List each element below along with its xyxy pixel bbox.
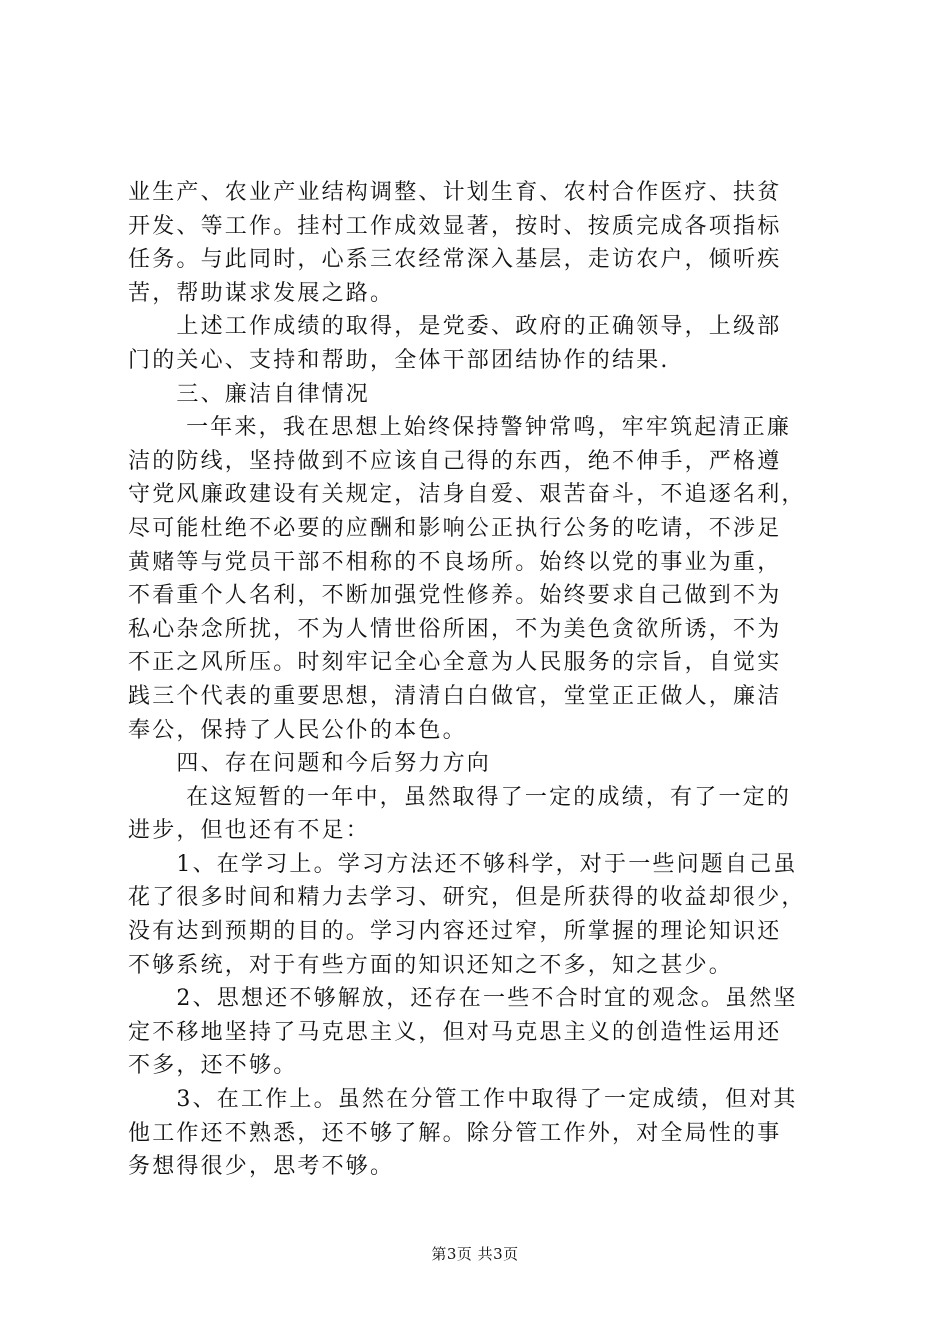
text-line: 三、廉洁自律情况 bbox=[176, 381, 370, 407]
text-line: 定不移地坚持了马克思主义，但对马克思主义的创造性运用还 bbox=[128, 1019, 782, 1045]
text-line: 四、存在问题和今后努力方向 bbox=[176, 751, 491, 777]
text-line: 进步，但也还有不足： bbox=[128, 818, 371, 844]
text-line: 守党风廉政建设有关规定，洁身自爱、艰苦奋斗，不追逐名利， bbox=[128, 482, 806, 508]
text-line: 不正之风所压。时刻牢记全心全意为人民服务的宗旨，自觉实 bbox=[128, 650, 782, 676]
text-line: 3、在工作上。虽然在分管工作中取得了一定成绩，但对其 bbox=[176, 1087, 798, 1113]
text-line: 洁的防线，坚持做到不应该自己得的东西，绝不伸手，严格遵 bbox=[128, 448, 782, 474]
text-line: 没有达到预期的目的。学习内容还过窄，所掌握的理论知识还 bbox=[128, 919, 782, 945]
text-line: 践三个代表的重要思想，清清白白做官，堂堂正正做人，廉洁 bbox=[128, 683, 782, 709]
text-line: 不看重个人名利，不断加强党性修养。始终要求自己做到不为 bbox=[128, 583, 782, 609]
text-line: 门的关心、支持和帮助，全体干部团结协作的结果. bbox=[128, 347, 670, 373]
text-line: 尽可能杜绝不必要的应酬和影响公正执行公务的吃请，不涉足 bbox=[128, 515, 782, 541]
text-line: 2、思想还不够解放，还存在一些不合时宜的观念。虽然坚 bbox=[176, 986, 798, 1012]
text-line: 一年来，我在思想上始终保持警钟常鸣，牢牢筑起清正廉 bbox=[186, 415, 792, 441]
text-line: 1、在学习上。学习方法还不够科学，对于一些问题自己虽 bbox=[176, 851, 798, 877]
text-line: 他工作还不熟悉，还不够了解。除分管工作外，对全局性的事 bbox=[128, 1120, 782, 1146]
document-body bbox=[128, 176, 828, 1184]
text-line: 奉公，保持了人民公仆的本色。 bbox=[128, 717, 467, 743]
text-line: 开发、等工作。挂村工作成效显著，按时、按质完成各项指标 bbox=[128, 213, 782, 239]
text-line: 不够系统，对于有些方面的知识还知之不多，知之甚少。 bbox=[128, 952, 734, 978]
text-line: 任务。与此同时，心系三农经常深入基层，走访农户，倾听疾 bbox=[128, 247, 782, 273]
text-line: 私心杂念所扰，不为人情世俗所困，不为美色贪欲所诱，不为 bbox=[128, 616, 782, 642]
text-line: 苦，帮助谋求发展之路。 bbox=[128, 280, 395, 306]
text-line: 业生产、农业产业结构调整、计划生育、农村合作医疗、扶贫 bbox=[128, 180, 782, 205]
page-footer: 第3页 共3页 bbox=[431, 1245, 519, 1263]
text-line: 不多，还不够。 bbox=[128, 1053, 298, 1079]
text-line: 上述工作成绩的取得，是党委、政府的正确领导，上级部 bbox=[176, 314, 782, 340]
text-line: 在这短暂的一年中，虽然取得了一定的成绩，有了一定的 bbox=[186, 784, 792, 810]
text-line: 花了很多时间和精力去学习、研究，但是所获得的收益却很少， bbox=[128, 885, 806, 911]
text-line: 务想得很少，思考不够。 bbox=[128, 1154, 395, 1180]
text-line: 黄赌等与党员干部不相称的不良场所。始终以党的事业为重， bbox=[128, 549, 782, 575]
